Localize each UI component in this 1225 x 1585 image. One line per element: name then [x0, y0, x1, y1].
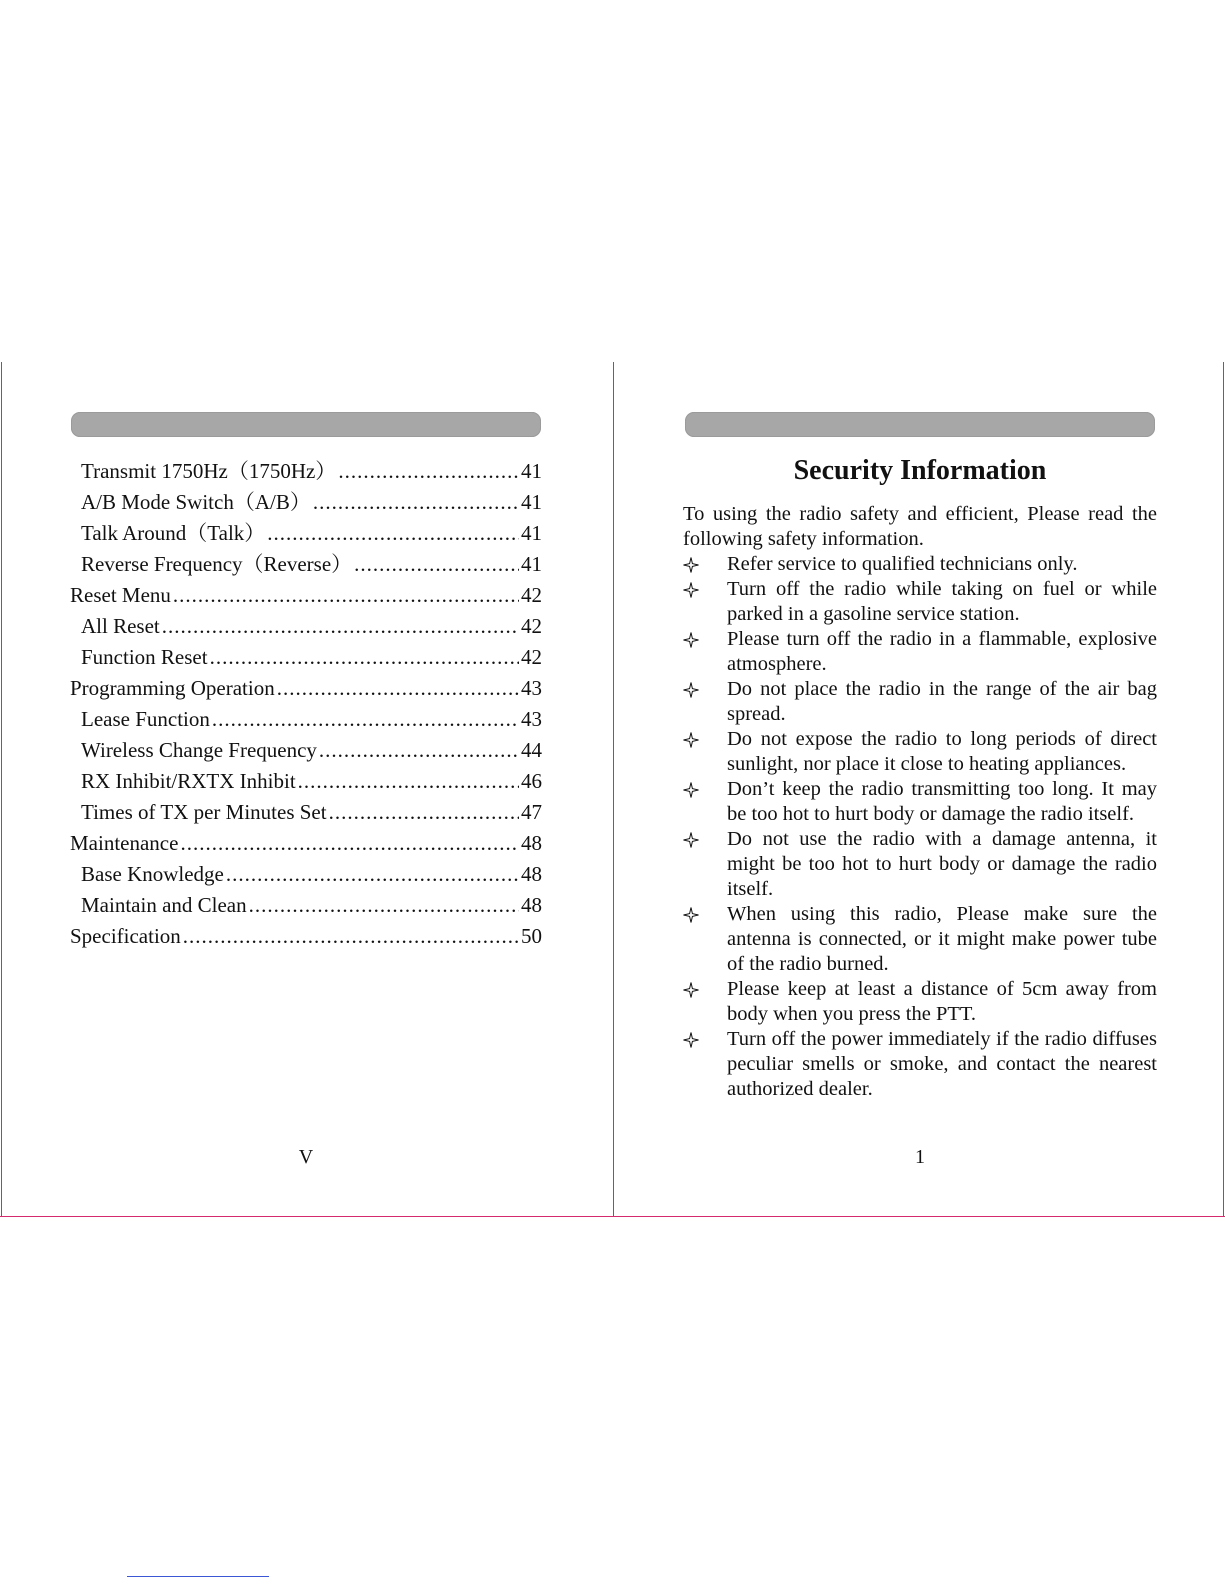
list-item [683, 902, 1157, 977]
toc-entry[interactable] [70, 704, 542, 735]
toc-entry-label: Programming Operation [70, 676, 275, 700]
toc-leader-dots [183, 921, 519, 952]
list-item-text: Don’t keep the radio transmitting too long. It may be too hot to hurt body or damage the radio itself. [727, 778, 1157, 825]
header-bar-left [71, 412, 541, 437]
list-item-text: When using this radio, Please make sure the antenna is connected, or it might make power tube of the radio burned. [727, 903, 1157, 975]
toc-entry-label: Base Knowledge [81, 862, 224, 886]
list-item [683, 727, 1157, 777]
list-item [683, 827, 1157, 902]
toc-entry-page: 48 [521, 862, 542, 886]
toc-entry[interactable] [70, 487, 542, 518]
four-point-star-icon [683, 902, 705, 927]
toc-entry-label: RX Inhibit/RXTX Inhibit [81, 769, 296, 793]
toc-entry[interactable] [70, 921, 542, 952]
toc-entry[interactable] [70, 735, 542, 766]
four-point-star-icon [683, 677, 705, 702]
list-item-text: Do not place the radio in the range of the air bag spread. [727, 678, 1157, 725]
toc-leader-dots [329, 797, 519, 828]
page-number-right: 1 [915, 1146, 925, 1168]
list-item-text: Do not use the radio with a damage antenna, it might be too hot to hurt body or damage the radio itself. [727, 828, 1157, 900]
toc-leader-dots [298, 766, 519, 797]
toc-entry[interactable] [70, 766, 542, 797]
page-border-right [1223, 362, 1224, 1216]
list-item-text: Refer service to qualified technicians only. [727, 553, 1078, 575]
toc-entry[interactable] [70, 549, 542, 580]
toc-leader-dots [180, 828, 519, 859]
toc-entry[interactable] [70, 673, 542, 704]
toc-entry-page: 46 [521, 769, 542, 793]
toc-leader-dots [313, 487, 519, 518]
toc-entry-label: Maintain and Clean [81, 893, 247, 917]
toc-leader-dots [277, 673, 519, 704]
toc-leader-dots [319, 735, 519, 766]
list-item [683, 977, 1157, 1027]
list-item-text: Turn off the radio while taking on fuel or while parked in a gasoline service station. [727, 578, 1157, 625]
toc-entry[interactable] [70, 828, 542, 859]
toc-entry[interactable] [70, 580, 542, 611]
toc-entry-page: 41 [521, 459, 542, 483]
toc-entry-label: Lease Function [81, 707, 210, 731]
toc-entry[interactable] [70, 797, 542, 828]
list-item [683, 677, 1157, 727]
intro-paragraph: To using the radio safety and efficient, Please read the following safety information. [683, 503, 1157, 550]
toc-entry-label: A/B Mode Switch（A/B） [81, 490, 311, 514]
toc-entry-page: 41 [521, 490, 542, 514]
list-item [683, 777, 1157, 827]
four-point-star-icon [683, 1027, 705, 1052]
list-item [683, 552, 1157, 577]
toc-leader-dots [354, 549, 519, 580]
toc-entry-label: Specification [70, 924, 181, 948]
toc-entry-page: 50 [521, 924, 542, 948]
toc-leader-dots [210, 642, 519, 673]
toc-leader-dots [162, 611, 519, 642]
toc-entry-page: 48 [521, 831, 542, 855]
toc-entry-label: Times of TX per Minutes Set [81, 800, 327, 824]
page-border-left [1, 362, 2, 1216]
toc-entry-label: Maintenance [70, 831, 179, 855]
list-item [683, 1027, 1157, 1102]
toc-entry-page: 42 [521, 645, 542, 669]
toc-entry-page: 47 [521, 800, 542, 824]
toc-leader-dots [226, 859, 519, 890]
toc-entry-page: 41 [521, 552, 542, 576]
toc-entry[interactable] [70, 518, 542, 549]
toc-entry-page: 42 [521, 614, 542, 638]
safety-list [683, 552, 1157, 1102]
toc-entry[interactable] [70, 611, 542, 642]
list-item [683, 577, 1157, 627]
list-item-text: Do not expose the radio to long periods of direct sunlight, nor place it close to heating appliances. [727, 728, 1157, 775]
toc-entry-page: 42 [521, 583, 542, 607]
four-point-star-icon [683, 777, 705, 802]
toc-entry-label: Transmit 1750Hz（1750Hz） [81, 459, 337, 483]
toc-entry-page: 43 [521, 707, 542, 731]
toc-entry-label: Reverse Frequency（Reverse） [81, 552, 353, 576]
header-bar-right [685, 412, 1155, 437]
list-item-text: Please keep at least a distance of 5cm away from body when you press the PTT. [727, 978, 1157, 1025]
toc-entry-page: 41 [521, 521, 542, 545]
list-item-text: Please turn off the radio in a flammable, explosive atmosphere. [727, 628, 1157, 675]
page-number-left: V [298, 1146, 314, 1168]
list-item [683, 627, 1157, 677]
toc-entry-page: 48 [521, 893, 542, 917]
toc-leader-dots [173, 580, 519, 611]
toc-entry-label: Function Reset [81, 645, 208, 669]
four-point-star-icon [683, 977, 705, 1002]
section-body [683, 502, 1157, 1102]
toc-entry[interactable] [70, 890, 542, 921]
toc-entry-label: Reset Menu [70, 583, 171, 607]
four-point-star-icon [683, 552, 705, 577]
toc-leader-dots [267, 518, 519, 549]
toc-entry[interactable] [70, 456, 542, 487]
toc-entry[interactable] [70, 859, 542, 890]
section-title: Security Information [793, 455, 1047, 486]
footer-link-underline [127, 1576, 269, 1577]
four-point-star-icon [683, 727, 705, 752]
list-item-text: Turn off the power immediately if the radio diffuses peculiar smells or smoke, and contact the nearest authorized dealer. [727, 1028, 1157, 1100]
toc-leader-dots [249, 890, 519, 921]
page-border-center [613, 362, 614, 1216]
toc-entry-page: 43 [521, 676, 542, 700]
toc-entry-label: Wireless Change Frequency [81, 738, 317, 762]
toc-leader-dots [212, 704, 519, 735]
four-point-star-icon [683, 627, 705, 652]
four-point-star-icon [683, 827, 705, 852]
toc-entry-label: Talk Around（Talk） [81, 521, 266, 545]
table-of-contents [70, 456, 542, 952]
toc-entry-page: 44 [521, 738, 542, 762]
toc-leader-dots [338, 456, 519, 487]
four-point-star-icon [683, 577, 705, 602]
page-border-bottom [0, 1216, 1225, 1217]
toc-entry-label: All Reset [81, 614, 160, 638]
toc-entry[interactable] [70, 642, 542, 673]
